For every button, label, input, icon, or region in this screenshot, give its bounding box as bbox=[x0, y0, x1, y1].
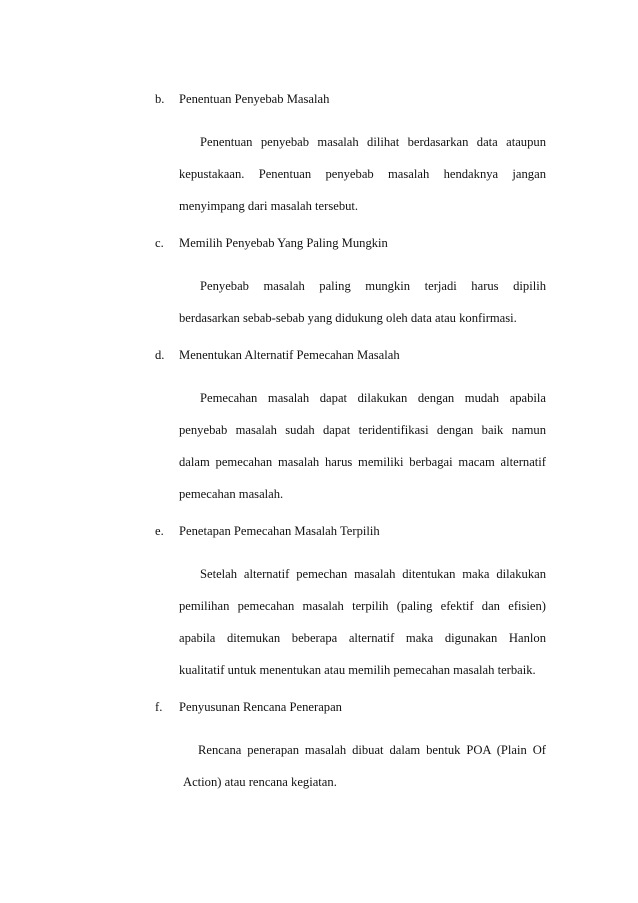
paragraph-line: menyimpang dari masalah tersebut. bbox=[179, 199, 359, 213]
section-heading-d bbox=[155, 348, 400, 363]
paragraph-line: Action) atau rencana kegiatan. bbox=[183, 775, 337, 789]
section-title: Penentuan Penyebab Masalah bbox=[179, 92, 330, 106]
paragraph-line: dalam pemecahan masalah harus memiliki berbagai macam alternatif bbox=[179, 455, 546, 469]
section-marker: f. bbox=[155, 700, 163, 714]
section-title: Penetapan Pemecahan Masalah Terpilih bbox=[179, 524, 380, 538]
section-marker: e. bbox=[155, 524, 164, 538]
paragraph-line: pemecahan masalah. bbox=[179, 487, 284, 501]
section-heading-c bbox=[155, 236, 388, 251]
paragraph-line: Pemecahan masalah dapat dilakukan dengan mudah apabila bbox=[200, 391, 546, 405]
paragraph-line: pemilihan pemecahan masalah terpilih (paling efektif dan efisien) bbox=[179, 599, 546, 613]
paragraph-line: kepustakaan. Penentuan penyebab masalah hendaknya jangan bbox=[179, 167, 546, 181]
section-title: Penyusunan Rencana Penerapan bbox=[179, 700, 342, 714]
section-heading-f bbox=[155, 700, 342, 715]
section-heading-b bbox=[155, 92, 329, 107]
paragraph-line: kualitatif untuk menentukan atau memilih pemecahan masalah terbaik. bbox=[179, 663, 536, 677]
paragraph-line: apabila ditemukan beberapa alternatif maka digunakan Hanlon bbox=[179, 631, 546, 645]
section-marker: d. bbox=[155, 348, 165, 362]
section-heading-e bbox=[155, 524, 380, 539]
section-marker: c. bbox=[155, 236, 164, 250]
paragraph-line: Penentuan penyebab masalah dilihat berdasarkan data ataupun bbox=[200, 135, 546, 149]
paragraph-line: berdasarkan sebab-sebab yang didukung oleh data atau konfirmasi. bbox=[179, 311, 517, 325]
paragraph-line: Rencana penerapan masalah dibuat dalam bentuk POA (Plain Of bbox=[198, 743, 546, 757]
paragraph-line: Setelah alternatif pemechan masalah ditentukan maka dilakukan bbox=[200, 567, 546, 581]
paragraph-line: Penyebab masalah paling mungkin terjadi harus dipilih bbox=[200, 279, 546, 293]
section-marker: b. bbox=[155, 92, 165, 106]
paragraph-line: penyebab masalah sudah dapat teridentifikasi dengan baik namun bbox=[179, 423, 546, 437]
section-title: Memilih Penyebab Yang Paling Mungkin bbox=[179, 236, 388, 250]
section-title: Menentukan Alternatif Pemecahan Masalah bbox=[179, 348, 400, 362]
